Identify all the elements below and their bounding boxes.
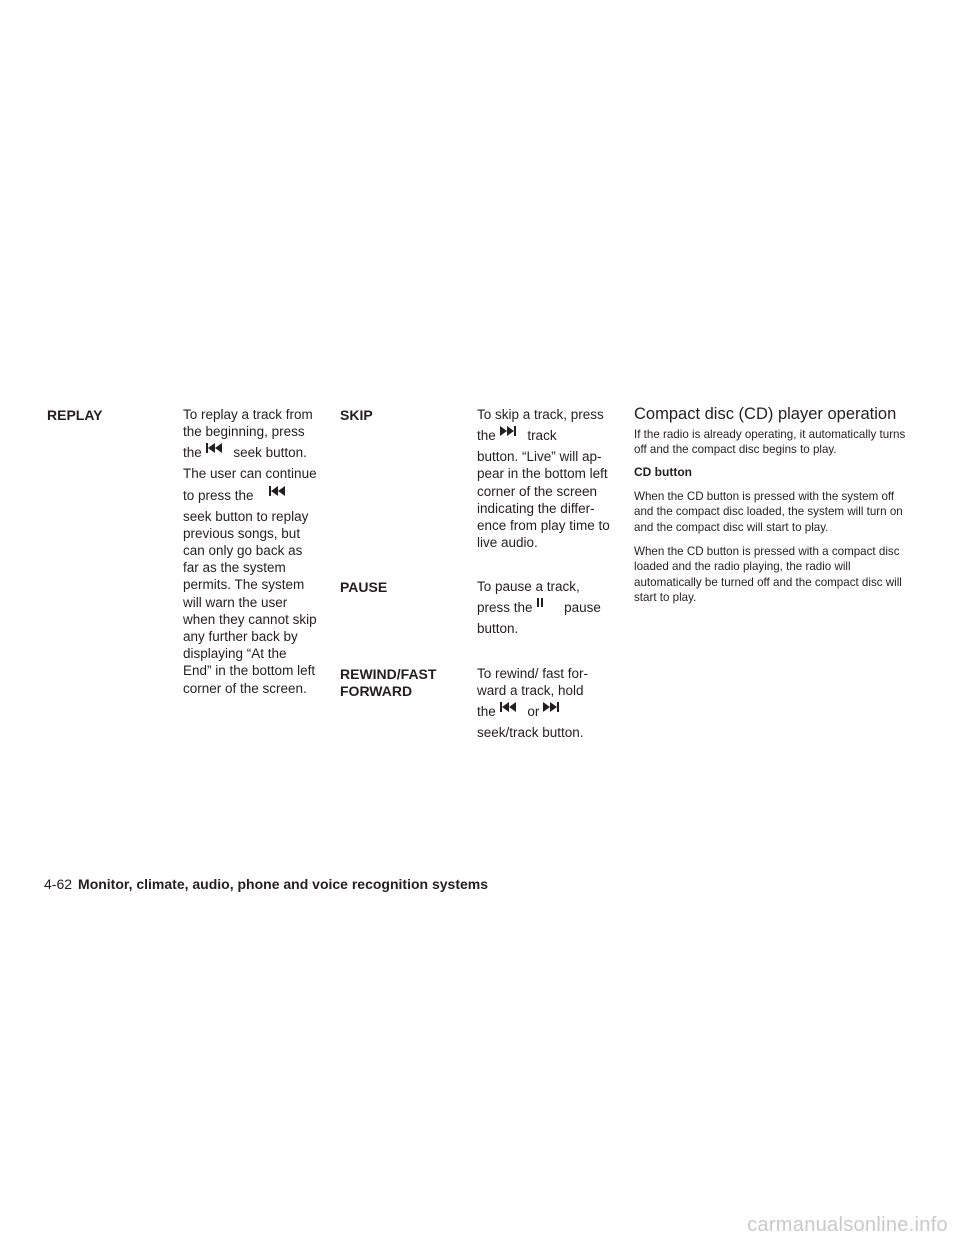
page-number: 4-62	[44, 876, 73, 892]
watermark: carmanualsonline.info	[747, 1214, 948, 1236]
term-replay: REPLAY	[47, 407, 103, 423]
cd-button-subheading: CD button	[634, 465, 692, 479]
seek-forward-icon	[543, 702, 559, 712]
seek-back-icon	[206, 443, 222, 453]
chapter-title: Monitor, climate, audio, phone and voice recognition systems	[78, 876, 488, 892]
seek-back-icon	[269, 486, 285, 496]
pause-description: To pause a track, press the pause button.	[477, 579, 601, 637]
replay-description: To replay a track from the beginning, press the seek button. The user can continue to press the seek button to replay previous songs, but can only go back as far as the system permits. The system will warn the user when they cannot skip any further back by displaying “At the End” in the bottom left corner of the screen.	[183, 407, 317, 696]
section-heading-cd-player: Compact disc (CD) player operation	[634, 405, 897, 423]
term-pause: PAUSE	[340, 579, 388, 595]
cd-intro-paragraph: If the radio is already operating, it automatically turns off and the compact disc begins to play.	[634, 428, 906, 457]
rewind-description: To rewind/ fast for- ward a track, hold the or seek/track button.	[477, 666, 589, 741]
page-footer	[44, 876, 488, 892]
pause-icon	[536, 598, 544, 608]
skip-description: To skip a track, press the track button. “Live” will ap- pear in the bottom left corner of the screen indicating the differ- ence from play time to live audio.	[477, 407, 610, 551]
cd-button-paragraph-1: When the CD button is pressed with the system off and the compact disc loaded, the system will turn on and the compact disc will start to play.	[634, 490, 903, 534]
seek-forward-icon	[500, 426, 516, 436]
cd-button-paragraph-2: When the CD button is pressed with a compact disc loaded and the radio playing, the radio will automatically be turned off and the compact disc will start to play.	[634, 545, 902, 605]
term-skip: SKIP	[340, 407, 373, 423]
term-rewind-fast-forward: REWIND/FAST FORWARD	[340, 666, 437, 699]
seek-back-icon	[500, 702, 516, 712]
